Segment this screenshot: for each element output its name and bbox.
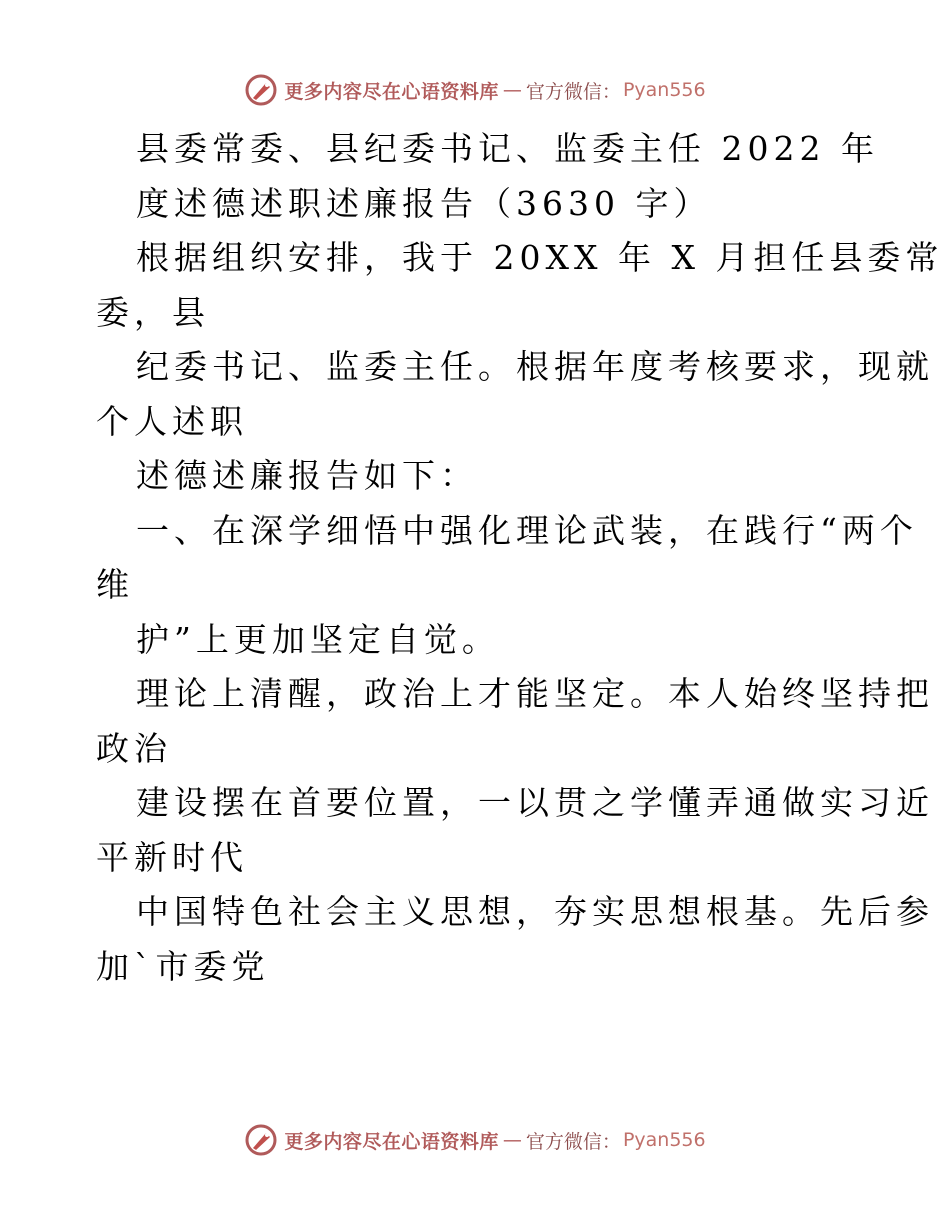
watermark-label: 官方微信： [525, 1130, 621, 1153]
document-line: 度述德述职述廉报告（3630 字） [136, 183, 712, 223]
document-line: 委，县 [96, 292, 210, 332]
document-body [96, 122, 944, 994]
document-line: 一、在深学细悟中强化理论武装，在践行“两个 [136, 510, 918, 550]
document-line: 纪委书记、监委主任。根据年度考核要求，现就 [136, 347, 934, 386]
document-line: 个人述职 [96, 401, 248, 441]
document-line: 平新时代 [96, 837, 248, 877]
watermark-text: 更多内容尽在心语资料库 [284, 1130, 499, 1153]
header-watermark [0, 70, 950, 110]
document-line: 县委常委、县纪委书记、监委主任 2022 年 [136, 129, 879, 168]
document-line: 护”上更加坚定自觉。 [136, 619, 500, 659]
document-line: 建设摆在首要位置，一以贯之学懂弄通做实习近 [136, 783, 934, 822]
watermark-dash: — [502, 1129, 522, 1151]
watermark-id: Pyan556 [622, 79, 706, 101]
watermark-label: 官方微信： [525, 80, 621, 103]
pen-nib-logo-icon [244, 73, 278, 107]
pen-nib-logo-icon [244, 1123, 278, 1157]
watermark-text: 更多内容尽在心语资料库 [284, 80, 499, 103]
document-line: 中国特色社会主义思想，夯实思想根基。先后参 [136, 892, 934, 931]
document-line: 根据组织安排，我于 20XX 年 X 月担任县委常 [136, 238, 944, 277]
document-line: 维 [96, 565, 134, 604]
footer-watermark [0, 1120, 950, 1160]
watermark-id: Pyan556 [622, 1129, 706, 1151]
watermark-dash: — [502, 79, 522, 101]
document-line: 理论上清醒，政治上才能坚定。本人始终坚持把 [136, 674, 934, 713]
document-line: 述德述廉报告如下： [136, 456, 478, 495]
document-line: 政治 [96, 728, 172, 768]
document-line: 加`市委党 [96, 946, 270, 986]
